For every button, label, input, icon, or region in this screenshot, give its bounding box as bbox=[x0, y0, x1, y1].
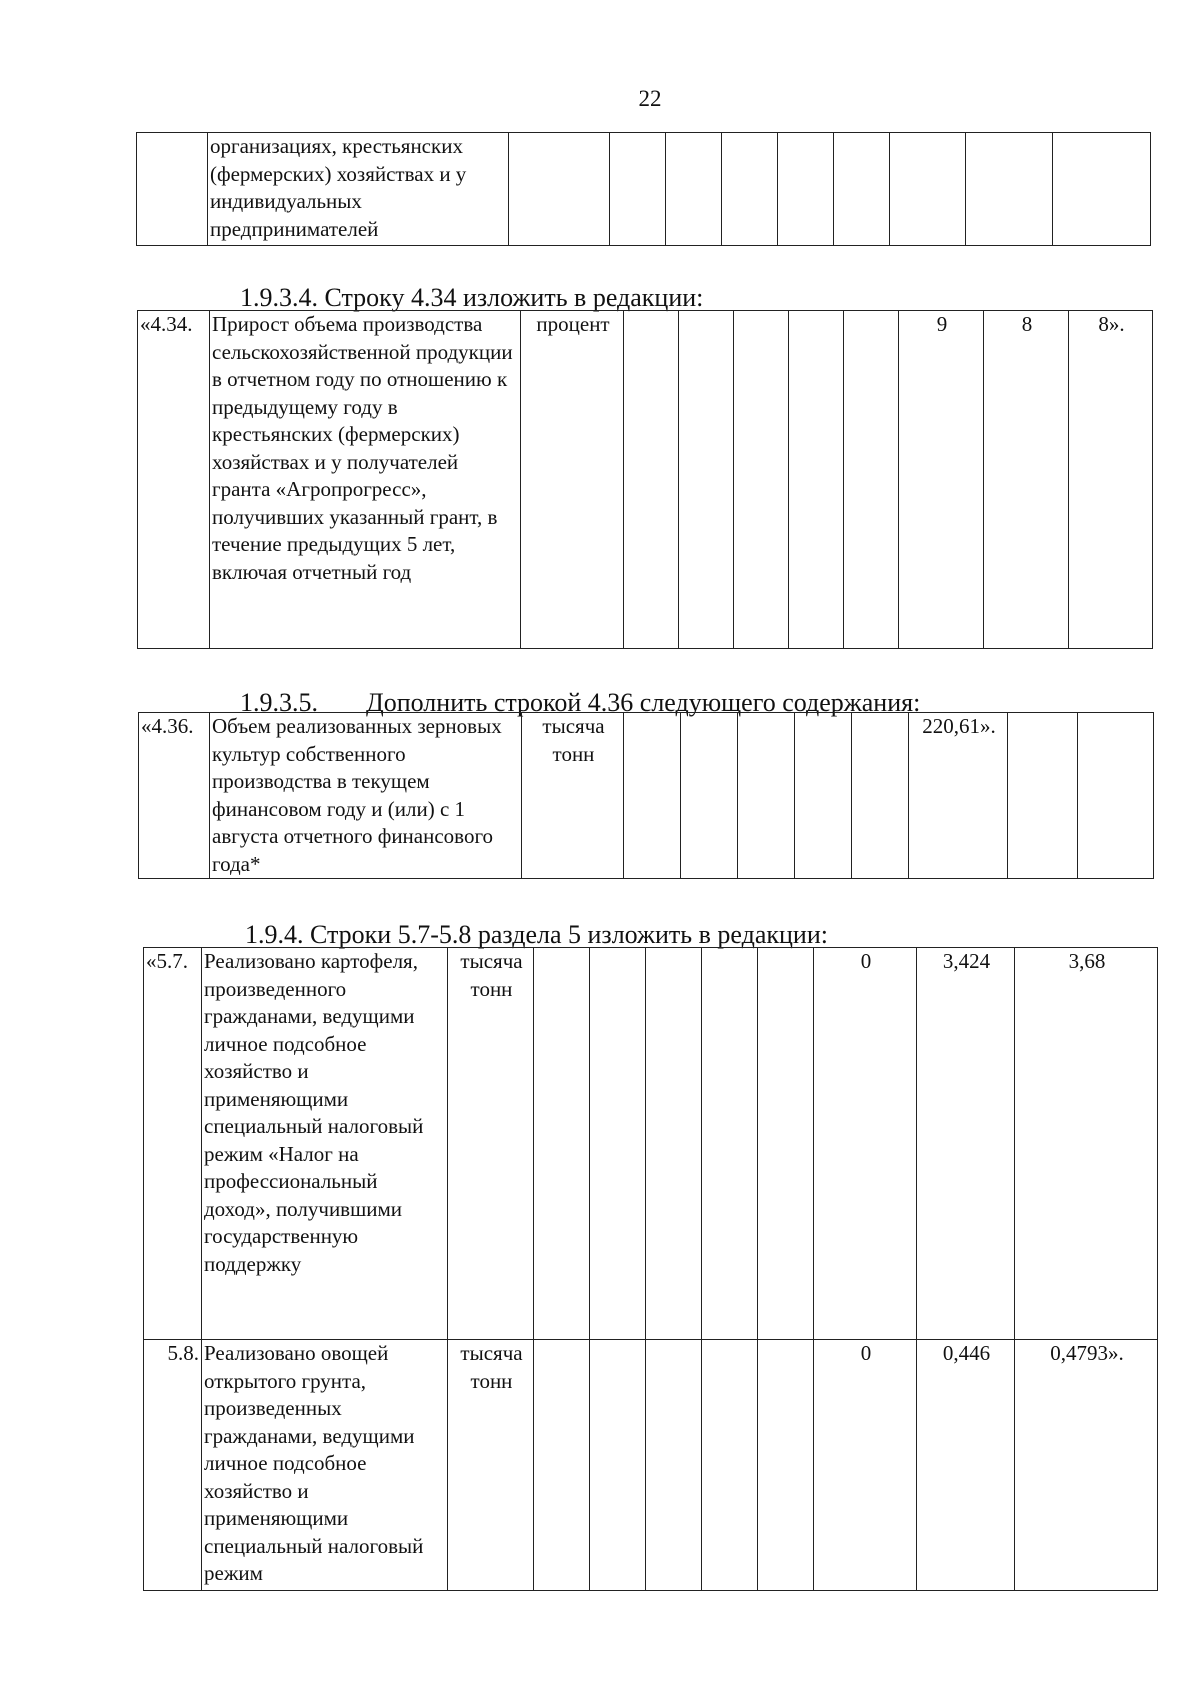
indicator-cell: организациях, крестьянских (фермерских) хозяйствах и у индивидуальных предпринимателей bbox=[208, 133, 509, 246]
heading-194: 1.9.4. Строки 5.7-5.8 раздела 5 изложить в редакции: bbox=[245, 920, 828, 949]
row-number: «4.34. bbox=[138, 311, 210, 649]
value-cell: 3,424 bbox=[917, 948, 1015, 1340]
unit-cell bbox=[509, 133, 610, 246]
table-4-34 bbox=[137, 310, 1153, 649]
unit-cell: процент bbox=[521, 311, 624, 649]
unit-cell: тысяча тонн bbox=[522, 713, 624, 879]
value-cell: 9 bbox=[899, 311, 984, 649]
table-5-7-5-8 bbox=[143, 947, 1158, 1591]
continuation-table bbox=[136, 132, 1151, 246]
heading-text: Дополнить строкой 4.36 следующего содержания: bbox=[366, 688, 921, 717]
value-cell: 3,68 bbox=[1015, 948, 1158, 1340]
row-number: «4.36. bbox=[139, 713, 210, 879]
value-cell: 8 bbox=[984, 311, 1069, 649]
table-4-36 bbox=[138, 712, 1154, 879]
heading-1934: 1.9.3.4. Строку 4.34 изложить в редакции: bbox=[240, 283, 704, 312]
table-row bbox=[139, 713, 1154, 879]
value-cell: 220,61». bbox=[909, 713, 1008, 879]
value-cell: 0 bbox=[814, 1340, 917, 1591]
indicator-cell: Реализовано овощей открытого грунта, произведенных гражданами, ведущими личное подсобное хозяйство и применяющими специальный налоговый режим bbox=[202, 1340, 448, 1591]
table-row bbox=[144, 1340, 1158, 1591]
row-number: 5.8. bbox=[144, 1340, 202, 1591]
unit-cell: тысяча тонн bbox=[448, 948, 534, 1340]
indicator-cell: Реализовано картофеля, произведенного гражданами, ведущими личное подсобное хозяйство и применяющими специальный налоговый режим «Налог на профессиональный доход», получившими государственную поддержку bbox=[202, 948, 448, 1340]
heading-number: 1.9.3.5. bbox=[240, 688, 318, 717]
indicator-cell: Прирост объема производства сельскохозяйственной продукции в отчетном году по отношению к предыдущему году в крестьянских (фермерских) хозяйствах и у получателей гранта «Агропрогресс», получивших указанный грант, в течение предыдущих 5 лет, включая отчетный год bbox=[210, 311, 521, 649]
value-cell: 8». bbox=[1069, 311, 1153, 649]
table-row bbox=[137, 133, 1151, 246]
value-cell: 0 bbox=[814, 948, 917, 1340]
table-row bbox=[144, 948, 1158, 1340]
value-cell: 0,4793». bbox=[1015, 1340, 1158, 1591]
row-number: «5.7. bbox=[144, 948, 202, 1340]
row-number-cell bbox=[137, 133, 208, 246]
page-number: 22 bbox=[638, 86, 662, 111]
value-cell: 0,446 bbox=[917, 1340, 1015, 1591]
unit-cell: тысяча тонн bbox=[448, 1340, 534, 1591]
indicator-cell: Объем реализованных зерновых культур собственного производства в текущем финансовом году и (или) с 1 августа отчетного финансового года* bbox=[210, 713, 522, 879]
table-row bbox=[138, 311, 1153, 649]
